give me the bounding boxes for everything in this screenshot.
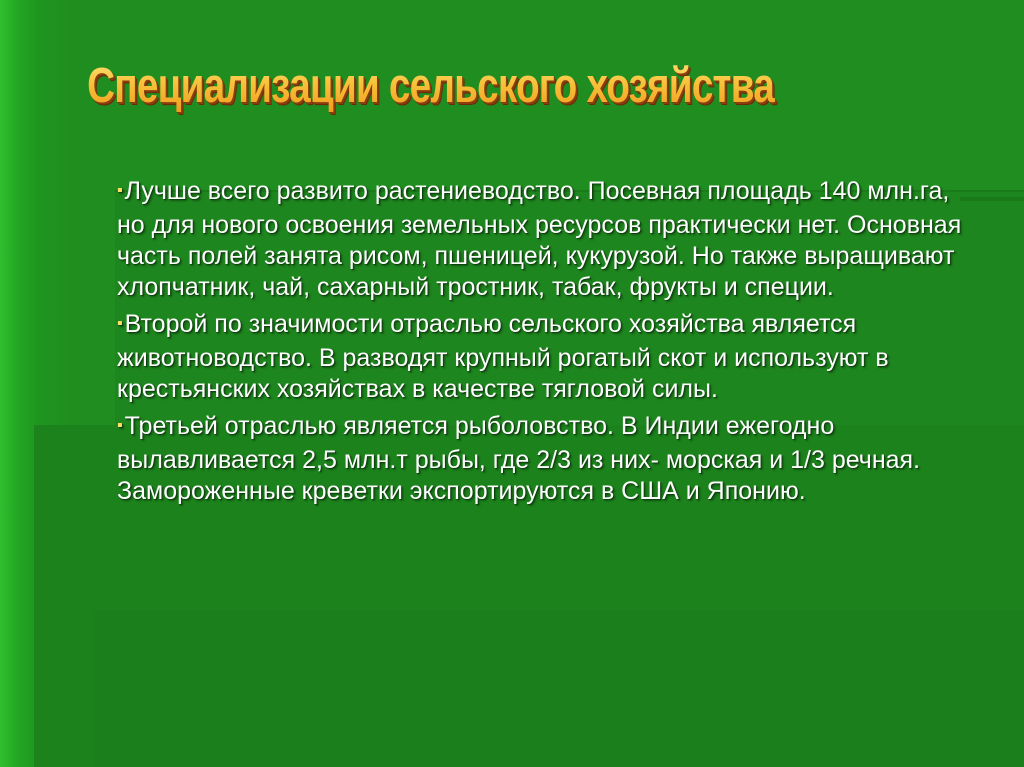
bullet-icon: ▪ (117, 417, 123, 434)
slide-body (117, 176, 967, 513)
paragraph-text: Третьей отраслью является рыболовство. В Индии ежегодно вылавливается 2,5 млн.т рыбы, где 2/3 из них- морская и 1/3 речная. Замороженные креветки экспортируются в США и Японию. (117, 412, 921, 505)
decorative-line (960, 197, 1024, 201)
background-panel-bottom (95, 610, 1024, 767)
bullet-paragraph-fishing (117, 411, 967, 507)
paragraph-text: Второй по значимости отраслью сельского хозяйства является животноводство. В разводят крупный рогатый скот и используют в крестьянских хозяйствах в качестве тягловой силы. (117, 310, 889, 403)
bullet-paragraph-crops (117, 176, 967, 303)
slide-title: Специализации сельского хозяйства (0, 58, 861, 114)
bullet-icon: ▪ (117, 182, 123, 199)
bullet-icon: ▪ (117, 315, 123, 332)
paragraph-text: Лучше всего развито растениеводство. Посевная площадь 140 млн.га, но для нового освоения земельных ресурсов практически нет. Основная часть полей занята рисом, пшеницей, кукурузой. Но также выращивают хлопчатник, чай, сахарный тростник, табак, фрукты и специи. (117, 177, 962, 301)
bullet-paragraph-livestock (117, 309, 967, 405)
